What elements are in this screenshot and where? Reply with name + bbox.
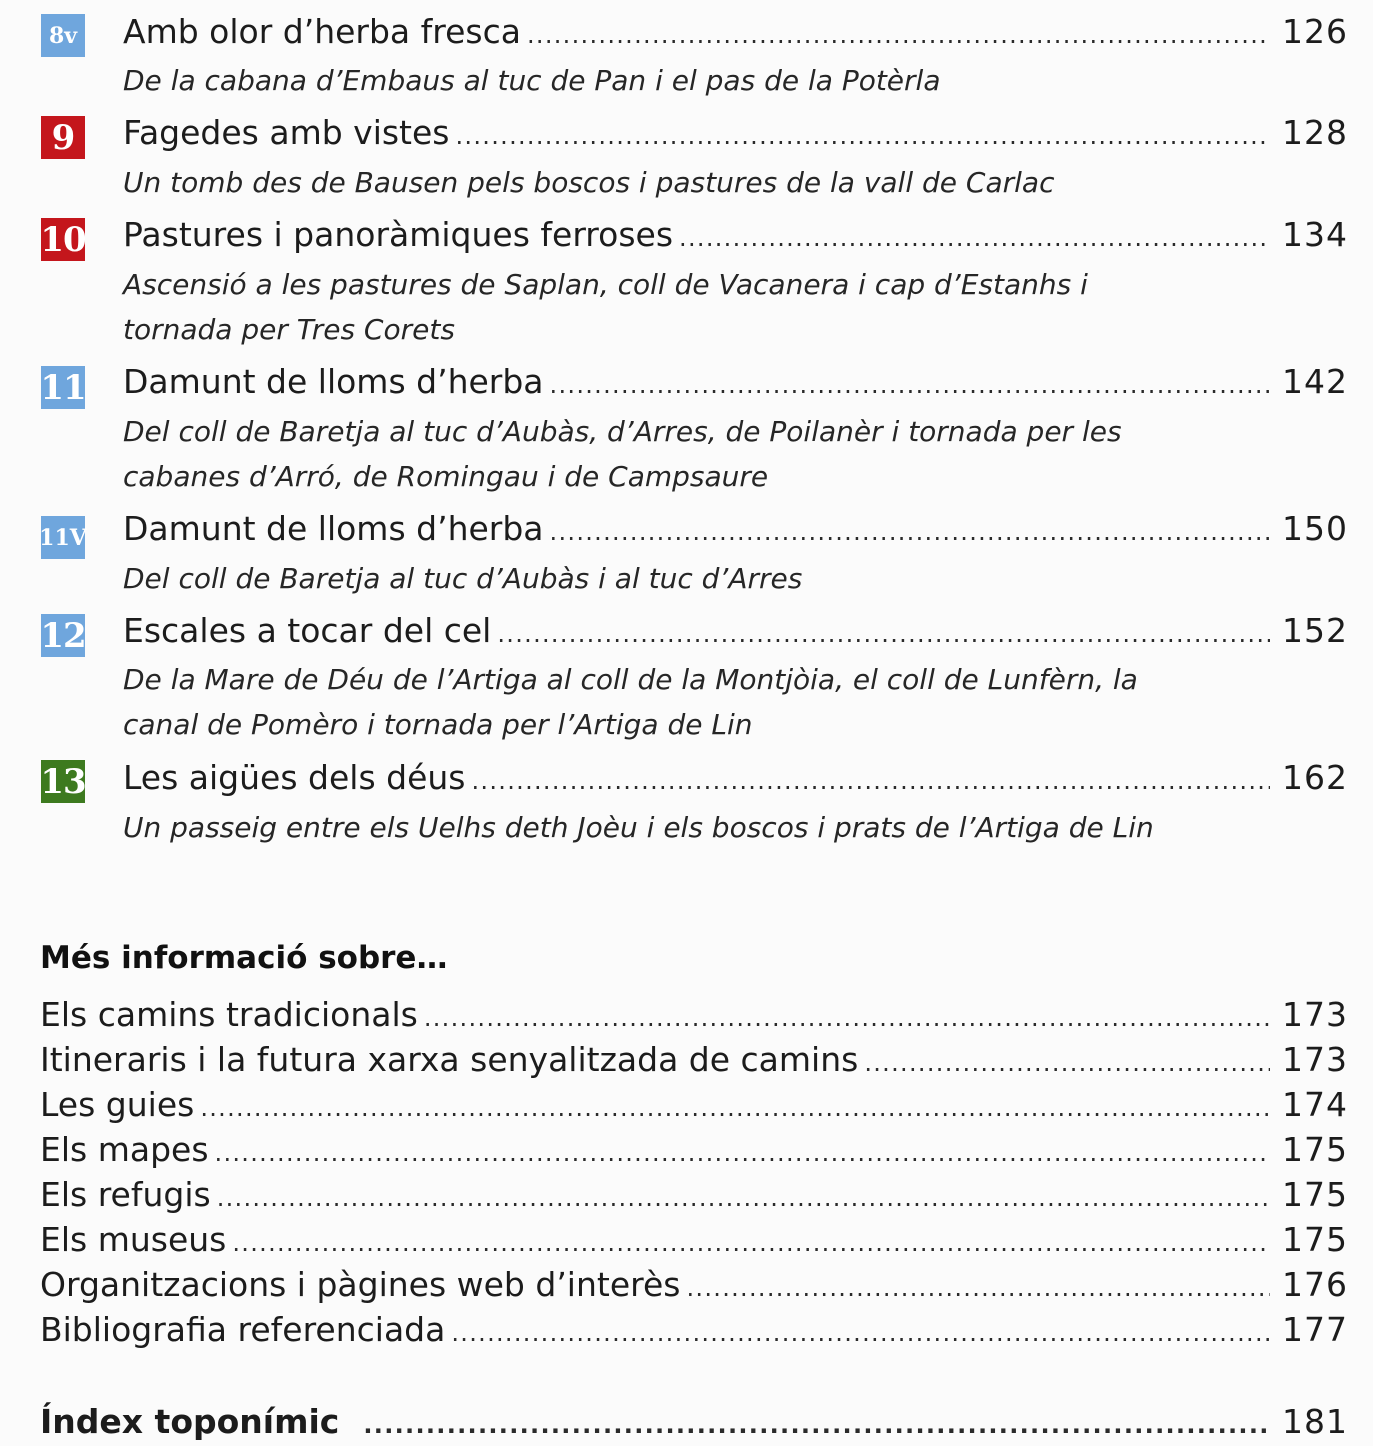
- page-number: 175: [1282, 1220, 1348, 1259]
- dot-leader: [497, 620, 1270, 648]
- dot-leader: [451, 1319, 1270, 1347]
- dot-leader: [200, 1094, 1270, 1122]
- dot-leader: [679, 224, 1270, 252]
- page-number: 176: [1282, 1265, 1348, 1304]
- dot-leader: [686, 1274, 1270, 1302]
- dot-leader: [550, 518, 1270, 546]
- page-number: 174: [1282, 1085, 1348, 1124]
- toc-entry-info[interactable]: [40, 1310, 1348, 1354]
- info-title: Els museus: [40, 1220, 227, 1259]
- route-badge: 8v: [41, 14, 85, 57]
- toc-entry-info[interactable]: [40, 1220, 1348, 1264]
- page-number: 181: [1282, 1402, 1348, 1441]
- toc-entry-info[interactable]: [40, 1175, 1348, 1219]
- page-number: 177: [1282, 1310, 1348, 1349]
- page-number: 134: [1282, 215, 1348, 254]
- route-subtitle: Un tomb des de Bausen pels boscos i pastures de la vall de Carlac: [123, 166, 1055, 199]
- info-title: Organitzacions i pàgines web d’interès: [40, 1265, 681, 1304]
- index-title: Índex toponímic: [40, 1402, 340, 1441]
- toc-entry-info[interactable]: [40, 1130, 1348, 1174]
- dot-leader: [527, 21, 1270, 49]
- toc-entry-info[interactable]: [40, 995, 1348, 1039]
- route-badge: 9: [41, 116, 85, 159]
- page-number: 175: [1282, 1130, 1348, 1169]
- toc-entry-info[interactable]: [40, 1265, 1348, 1309]
- page-number: 150: [1282, 509, 1348, 548]
- dot-leader: [472, 767, 1271, 795]
- route-title: Amb olor d’herba fresca: [123, 12, 521, 51]
- toc-entry-index[interactable]: [40, 1402, 1348, 1446]
- route-subtitle: Un passeig entre els Uelhs deth Joèu i els boscos i prats de l’Artiga de Lin: [123, 811, 1154, 844]
- route-subtitle: De la Mare de Déu de l’Artiga al coll de la Montjòia, el coll de Lunfèrn, la canal de Pomèro i tornada per l’Artiga de Lin: [123, 663, 1138, 741]
- route-subtitle: Del coll de Baretja al tuc d’Aubàs, d’Arres, de Poilanèr i tornada per les cabanes d’Arró, de Romingau i de Campsaure: [123, 415, 1122, 493]
- info-title: Bibliografia referenciada: [40, 1310, 446, 1349]
- page-number: 142: [1282, 362, 1348, 401]
- info-title: Els refugis: [40, 1175, 211, 1214]
- route-badge: 12: [40, 615, 86, 656]
- dot-leader: [456, 122, 1271, 150]
- route-subtitle: Ascensió a les pastures de Saplan, coll de Vacanera i cap d’Estanhs i tornada per Tres Corets: [123, 268, 1088, 346]
- page-number: 173: [1282, 1040, 1348, 1079]
- route-title: Escales a tocar del cel: [123, 611, 492, 650]
- toc-entry-info[interactable]: [40, 1040, 1348, 1084]
- info-title: Les guies: [40, 1085, 195, 1124]
- route-subtitle: Del coll de Baretja al tuc d’Aubàs i al tuc d’Arres: [123, 562, 803, 595]
- route-badge: 11V: [41, 516, 85, 559]
- dot-leader: [864, 1049, 1270, 1077]
- page-number: 173: [1282, 995, 1348, 1034]
- page-number: 152: [1282, 611, 1348, 650]
- page-number: 175: [1282, 1175, 1348, 1214]
- section-heading-more-info: Més informació sobre…: [40, 940, 448, 976]
- dot-leader: [232, 1229, 1270, 1257]
- route-badge: 13: [40, 761, 86, 802]
- route-subtitle: De la cabana d’Embaus al tuc de Pan i el pas de la Potèrla: [123, 64, 941, 97]
- route-badge: 11: [40, 367, 86, 408]
- info-title: Itineraris i la futura xarxa senyalitzada de camins: [40, 1040, 859, 1079]
- page-number: 126: [1282, 12, 1348, 51]
- info-title: Els camins tradicionals: [40, 995, 418, 1034]
- dot-leader: [424, 1004, 1270, 1032]
- info-title: Els mapes: [40, 1130, 209, 1169]
- toc-entry-info[interactable]: [40, 1085, 1348, 1129]
- route-title: Fagedes amb vistes: [123, 113, 450, 152]
- route-title: Pastures i panoràmiques ferroses: [123, 215, 674, 254]
- dot-leader: [215, 1139, 1270, 1167]
- dot-leader: [217, 1184, 1270, 1212]
- page-number: 128: [1282, 113, 1348, 152]
- route-title: Les aigües dels déus: [123, 758, 466, 797]
- page-number: 162: [1282, 758, 1348, 797]
- dot-leader: [550, 371, 1270, 399]
- route-title: Damunt de lloms d’herba: [123, 509, 544, 548]
- route-badge: 10: [40, 219, 86, 260]
- route-title: Damunt de lloms d’herba: [123, 362, 544, 401]
